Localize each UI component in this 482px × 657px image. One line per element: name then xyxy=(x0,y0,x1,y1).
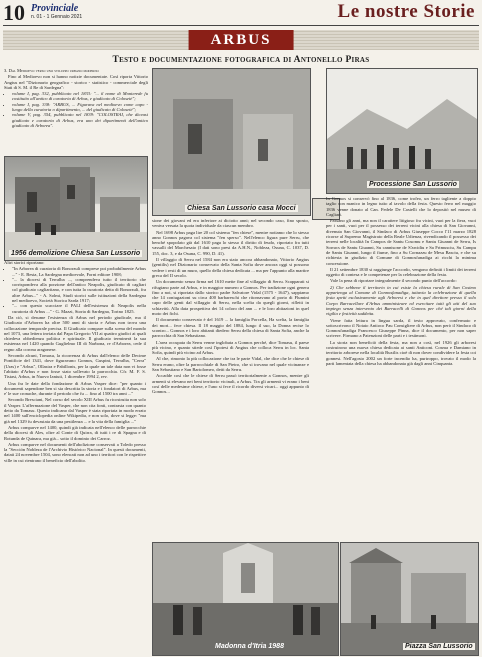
publication-name: Provinciale xyxy=(31,3,79,14)
caption: Chiesa San Lussorio casa Mocci xyxy=(187,205,296,212)
column-3 xyxy=(326,196,476,367)
page-header xyxy=(3,2,479,24)
paragraph: Il 21 settembre 1830 si raggiunge l'accordo, vengono definiti i limiti dei terreni oggetto di contesa e le competenze per la celebrazione della festa. xyxy=(326,266,476,278)
paragraph: Nel 1698 Arbus paga lire 20 col sistema "fen chiese", mentre notiamo che lo stesso anno Gonnos pagava col sistema "fen sperso". Nell'elenco figura pure Serru, che benché spopolato già dal 1610 paga lo stesso il diritto di feudo, riportato fra tutti vassalli del Marchesato (I dati sono presi da A.H.N., Nobleza, Osuna, C. 1037, D. 155, doc. 3, e da Osuna, C. 990, D. 41). xyxy=(152,229,309,256)
column-1-continued xyxy=(4,260,146,464)
article-subtitle: Testo e documentazione fotografica di Antonello Piras xyxy=(112,55,370,65)
paragraph: Fino al Medioevo non si hanno notizie documentate. Così riporta Vittorio Angius nel "Dizionario geografico - storico - statistico - commerciale degli Stati di S. M. il Re di Sardegna": xyxy=(4,74,148,90)
list-item: • volume V, pag. 354, pubblicato nel 1839: "COLOSTRAI, che diceasi giudicato e curatoria di Arbus, era uno dei dipartimenti dell'antico giudicato di Arborea". xyxy=(12,112,148,128)
church-ruins-illustration xyxy=(5,157,147,260)
article-title: ARBUS xyxy=(189,30,294,50)
column-1 xyxy=(4,68,148,129)
paragraph: Il documento conservato è del 1619 ... la famiglia Porcella, Ha scelta, la famiglia dei mori... fece chiesa. Il 18 maggio del 1884, lungo il suo, la Donna recise lo scontro... Gonnos e i loro abitanti diedero Serru della chiesa di Santa Sofia, anche la parrocchia di San Sebastiano. xyxy=(152,317,309,339)
paragraph: Secondo alcuni, Tomasu, la ricorrenza di Arbus dall'elenco delle Decime Pontificie del 1341, dove figuravano Gonnos, Guspini, Terralba, "Cerra" (Uras) e "Arbus", Ollastra e Pabillonis, per la quale un tale data non vi fosse l'abitato d'Arbus e non fosse stato sollevato la parrocchia. Cfr. M. F. S. Tistasi, Arbus, in Nuovo Ianiuti, 1 dicembre 1994 2, rev. xyxy=(4,353,146,380)
procession-photo xyxy=(326,68,478,194)
paragraph: L'area occupata da Serru venne inglobata a Gonnos perché, dice Tomasu, il paese più vicino, e quanto stiede così l'ipotesi di Angius che colloca Serru in loc. Santa Sofia, quindi più vicino ad Arbus. xyxy=(152,339,309,356)
paragraph: Il villaggio di Serru nel 1584 non era stato ancora abbandonato, Vittorio Angius (gentilis) nel Dizionario conservato della Santa Sofia dove ancora oggi si possono vedere i resti di un muro, quello della chiesa dedicata ... ma per l'appunto alla martire greca del II secolo. xyxy=(152,257,309,278)
piazza-photo xyxy=(340,542,479,656)
paragraph: sione dei giovani ed era inferiore ai diciotto anni; nel secondo caso, fino sposto, veniva versata la quota individuale da ciascun membro. xyxy=(152,218,309,229)
issue-date: n. 01 - 1 Gennaio 2021 xyxy=(31,14,83,20)
citations-list xyxy=(4,266,146,314)
block-quote: 2) Che sebbene il territorio in cui esiste la chiesa rurale di San Cosimo appartenga al Comune di Gonnosfanadiga, tuttavia la celebrazione di quella festa spetti esclusivamente agli Arboresi e che in quel direttore presso il solo Corpo Barracellare d'Arbus amministrare ed esercitare tutti gli atti del suo impiego senza intervento dei Barracelli di Gonnos per ché tali giorni della vigilia e festività suddetta. xyxy=(326,284,476,317)
caption: Processione San Lussorio xyxy=(369,181,457,188)
section-title: Le nostre Storie xyxy=(337,1,475,22)
paragraph: Un documento senza firma nel 1610 mette fine al villaggio di Serru. Scapparati si rifugiano parte ad Arbus, e in maggior numero a Gonnos. Per tradizione ogni genera fino a noi, si riportata dallo storico padre Salvatore Vidal (1575 - 1647), sappiamo che 14 coniugazioni su circa 400 barbareschi che ritornavano al porto di Flumini capo delle genti dal villaggio di Serru, nella scelta da quegli giorni, rifletti in schiavitù. Alla data prospettiva dei 14 coloro del ann ... e le loro abitazioni in quel moto dei fichi. xyxy=(152,279,309,317)
church-demolition-photo xyxy=(4,156,148,261)
quote-list xyxy=(4,91,148,128)
madonna-illustration xyxy=(153,543,338,655)
list-item: • volume I, pag. 338: "ARBUS, ... Figurava nel medioevo come capo - luogo della curatoria o dipartimento, ... del giudicato di Coloseté"; xyxy=(12,102,148,113)
caption: 1956 demolizione Chiesa San Lussorio xyxy=(11,250,141,257)
procession-illustration xyxy=(327,69,477,193)
paragraph: Altri storici riportano: xyxy=(4,260,45,265)
church-ruins-photo xyxy=(152,68,311,216)
caption: Madonna d'Itria 1988 xyxy=(215,643,284,650)
paragraph: Al che, rimonto la più collocazione che tra le parte Vidal, che dice che le chiese di Serru erano, oltre la parrocchiale di San Pietro, che si trovano nel quale vicinanze e San Sebastiano e San Bartolomeo, detti da Serru. xyxy=(152,356,309,373)
paragraph: La storia non beneficiò della festa, ma non a così, nel 1926 gli arboresi costruirono una nuova chiesa dedicata ai santi Anticoni. Cosma e Damiano in territorio arborese nella località Buxilis cioè di non dover condividere la festa coi gonnesi. Nell'agosto 2002 un forte incendio ha, purtroppo, trovato il modo la parti lamentata della chiesa ha abbandonata già dagli anni Cinquanta. xyxy=(326,339,476,366)
paragraph: Secondo Bresciani, Nel corso del secolo XIII Arbus fu ricostruita non solo il Vasper. L'affermazione del Vasper, che non cita fonti, contrasta con quanto detto da Tomasu. Questo indicano dal Vasper è stata riportata in modo errato nel 1400 sull'enciclopedia online Wikipedia, e non solo, dove si legge: "ma già nel 1329 fu devastata da una pestilenza ... e la vita della famiglia ..." xyxy=(4,397,146,424)
paragraph: In Gonnos si conservò fino al 1836, come trofeo, un ferro tagliente a doppio taglio con manico in legno tutto al tavolo della festa. Questo ferro nel maggio 1836 venne donato al Can. Fedele De Castelli che lo depositò nel museo di Cagliari. xyxy=(326,196,476,217)
paragraph: Arbus comparve nel documenti dell'abolizione conservati a Toledo presso la "Sección Nobleza de l'Archivio Histórico Nacional". In questi documenti, datati 24 novembre 1504, sono elencati non ad uno i territori con le rispettive ville in cui rientrano il beneficio dell'abolito. xyxy=(4,441,146,463)
paragraph: Da ciò, si desume l'esistenza di Arbus nel periodo giudicale, ma il Giudicato d'Arborea ha oltre 500 anni di storia e Arbus non trova una collocazione temporale precisa. Il Giudicato compare sulla scena del mondo nel 1073, una lettera inviata dal Papa Gregorio VII ai quattro giudici ai quali chiedeva obbedienza politica e spirituale. Il giudicato terminerà la sua esistenza nel 1420 quando Guglielmo III di Narbona, re d'Arborea, cede il regno alla corona aragonese. xyxy=(4,314,146,352)
piazza-illustration xyxy=(341,543,478,655)
paragraph: Passano gli anni, ma non il carattere litigioso fra vicini, vuoi per la fiera, vuoi per i santi, vuoi per il possesso dei terreni vicini alla chiesa di San Giovanni, divenuta San Giovanni, il Sindaco di Arbus Giuseppe Cocco l'11 marzo 1828 ricorse al Supremo Magistrato della Reale Udienza, rivendicando il possesso dei terreni nelle località In Campos de Santu Cosomu e Santu Giuanni de Serru, Is Sorracs de Santu Giuanni, Su cannisone de S'arcidiu e Sa Frimusciu, Su Campu de Santu Giuanni, lungo il fiume, fino a Su Cornazzu de Mesu Basciu, e che su richiesta in giudizio di Comune di Gonnosfanadiga ai ricchi la minima concessione. xyxy=(326,218,476,266)
list-item: • "... con questo scacciare il PALI dell'esistenza di Neapolis nella curatoria di Arbus ..." - G. Mazzi, Storia di Sardegna, Torino 1825. xyxy=(12,303,146,314)
paragraph: Viene fatta lettura in lingua sarda, il testo approvato, confermato e sottoscrivono il Notaio Antioco Pau Consigliere di Arbus, non però il Sindaco di Gonnosfanadiga Francesco Giuseppe Pinna, dice il documento, per non saper scrivere. Firmano a Patenzioni delle parti e i testimoni. xyxy=(326,317,476,339)
column-2 xyxy=(152,218,309,396)
list-item: • "... la diocesi di Terralba ..., comprendeva tutto il territorio che corrispondeva alla porzione dell'antico Neapolis, giudicato di cagliari col giudicato cagliaritano, e con tutta la curatoria detta di Bonorzuli, fra altre Arbus..." - A. Solmi, Studi storici sulle istituzioni della Sardegna nel medioevo, Società Storica Sarda 1917; xyxy=(12,277,146,303)
madonna-photo xyxy=(152,542,339,656)
section-heading: 3. Dal Medioevo verso uno sviluppo urbano moderno xyxy=(4,68,99,73)
page-number: 10 xyxy=(3,0,25,25)
church-ruins-illustration xyxy=(153,69,310,215)
paragraph: Una fra le date della fondazione di Arbus Vasper dice: "per quanto i documenti sapendone ben si sia descritta la storia e i fondatori di Arbus, ma e' le sue cronache, durante il periodo che fu ... fino al 1500 tra anni ..." xyxy=(4,380,146,397)
paragraph: Accadde così che le chiese di Serru passò territorialmente a Gonnos, mentre gli armenti si elevano nei beni territorio vicinali, a Arbus. Tra gli armenti vi erano i beni cosí delle medesime chiese, e l'uno si fece il ricordo diversi vicari... oggi appunto di Gonnos... xyxy=(152,373,309,395)
paragraph: Arbus comparve nel 1400, quindi già indicata nell'elenco delle parrocchie della diocesi di Ales, oltre al Conte di Quirra, di tutti i re di Spagna e di Rotunda de Quinara, ma già... sotto il dominio dei Carroz. xyxy=(4,424,146,441)
caption: Piazza San Lussorio xyxy=(405,643,473,650)
list-item: • "In Arborea di curatoria di Bonorzuli comprese poi probabilmente Arbus ..." - E. Besta, La Sardegna medioevale, Forni editore 1908; xyxy=(12,266,146,277)
paragraph: Vale la pena di riportare integralmente il secondo punto dell'accordo: xyxy=(330,278,457,284)
title-banner xyxy=(3,30,479,50)
list-item: • volume I, pag. 332, pubblicato nel 1833: "... il nome di Monterede fu costituito all'antico di curatoria di Arbus, e giudicato di Coloseté"; xyxy=(12,91,148,102)
header-rule xyxy=(3,25,479,26)
